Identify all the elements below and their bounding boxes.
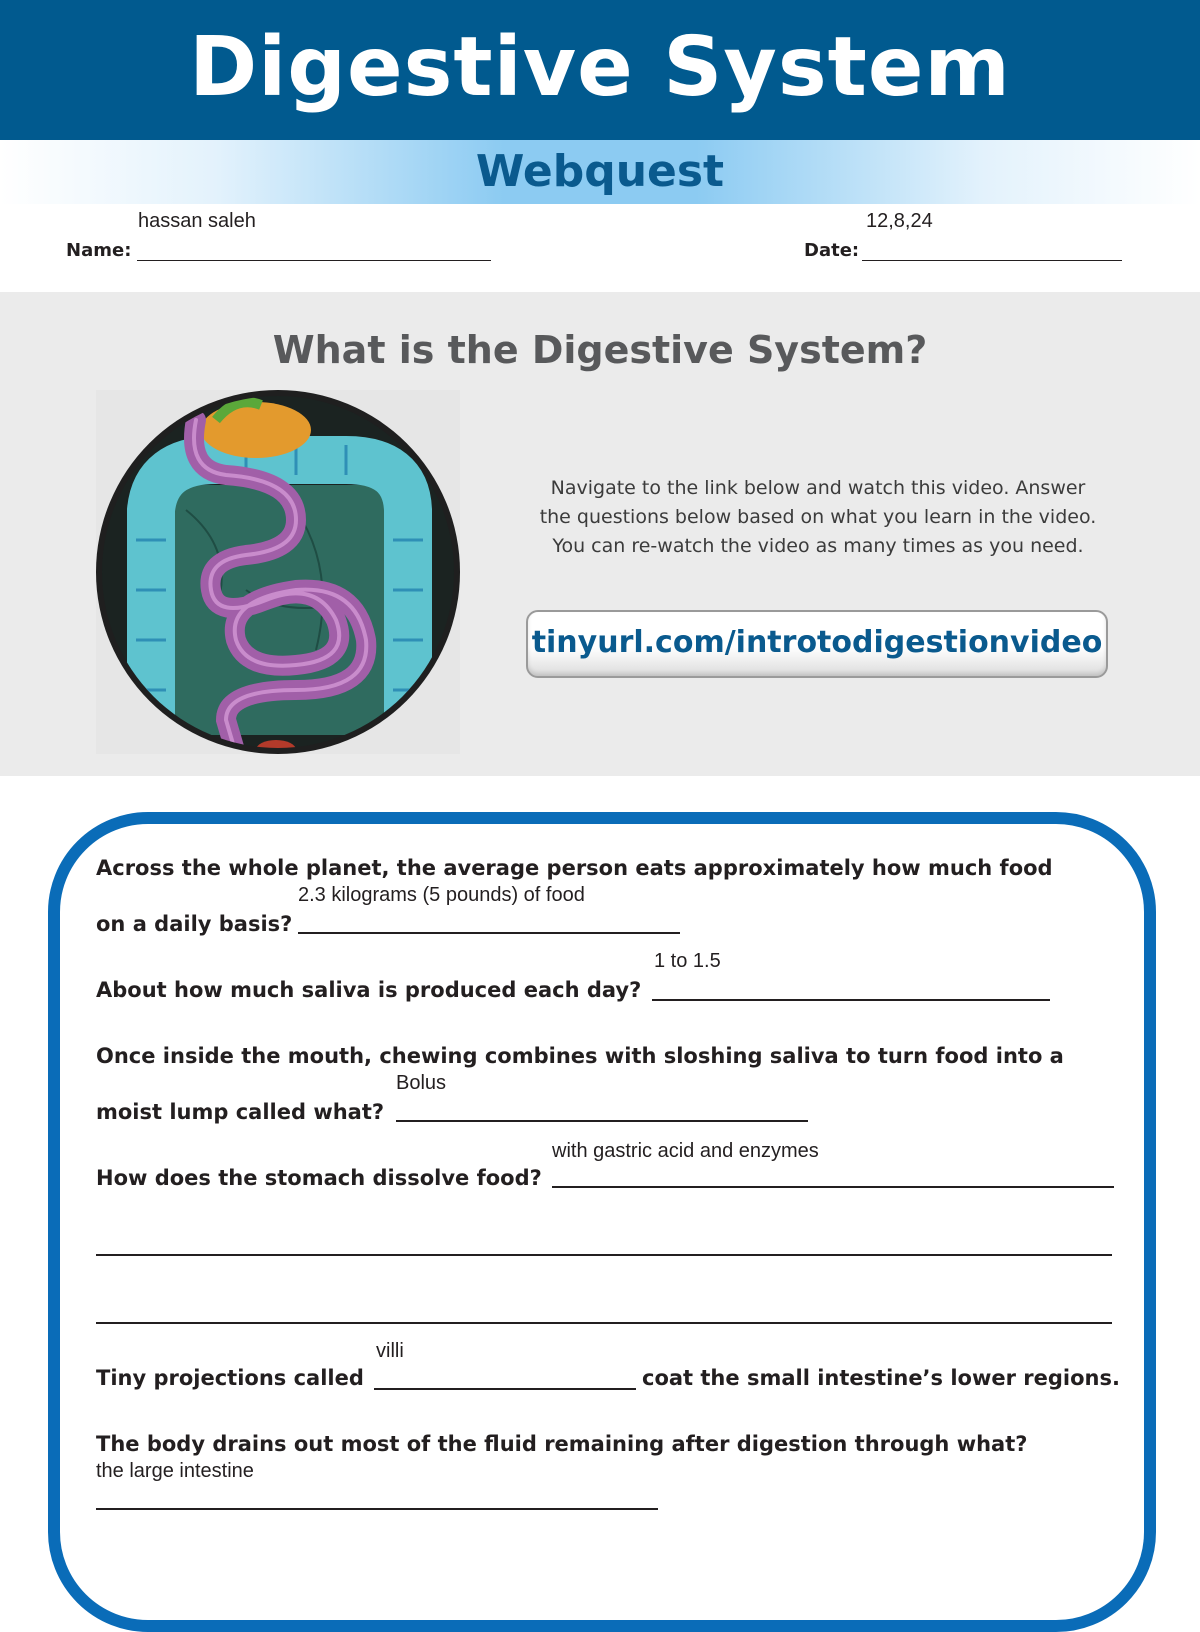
answer-6-line[interactable] bbox=[96, 1508, 658, 1510]
instructions-text bbox=[520, 474, 1116, 561]
intro-heading: What is the Digestive System? bbox=[272, 328, 928, 372]
answer-4-line-3[interactable] bbox=[96, 1322, 1112, 1324]
name-label: Name: bbox=[66, 240, 132, 261]
answer-2-line[interactable] bbox=[652, 999, 1050, 1001]
question-3-line-1: Once inside the mouth, chewing combines with sloshing saliva to turn food into a bbox=[96, 1044, 1064, 1068]
question-4: How does the stomach dissolve food? bbox=[96, 1166, 542, 1190]
answer-3-line[interactable] bbox=[396, 1120, 808, 1122]
question-5-part-1: Tiny projections called bbox=[96, 1366, 364, 1390]
question-6: The body drains out most of the fluid remaining after digestion through what? bbox=[96, 1432, 1028, 1456]
answer-5[interactable]: villi bbox=[376, 1340, 404, 1362]
name-value[interactable]: hassan saleh bbox=[138, 210, 256, 232]
question-2: About how much saliva is produced each day? bbox=[96, 978, 642, 1002]
answer-1-line[interactable] bbox=[298, 932, 680, 934]
instructions-line: the questions below based on what you learn in the video. bbox=[539, 506, 1097, 528]
name-field[interactable] bbox=[137, 260, 491, 261]
intro-section bbox=[0, 292, 1200, 776]
answer-5-line[interactable] bbox=[374, 1388, 636, 1390]
answer-2[interactable]: 1 to 1.5 bbox=[654, 950, 721, 972]
question-1-line-1: Across the whole planet, the average person eats approximately how much food bbox=[96, 856, 1053, 880]
instructions-line: Navigate to the link below and watch this video. Answer bbox=[550, 477, 1086, 499]
date-label: Date: bbox=[804, 240, 860, 261]
answer-4-line-2[interactable] bbox=[96, 1254, 1112, 1256]
title-banner bbox=[0, 0, 1200, 140]
question-5-part-2: coat the small intestine’s lower regions. bbox=[642, 1366, 1120, 1390]
subtitle-band bbox=[0, 140, 1200, 204]
answer-4[interactable]: with gastric acid and enzymes bbox=[552, 1140, 819, 1162]
answer-6[interactable]: the large intestine bbox=[96, 1460, 254, 1482]
page-subtitle: Webquest bbox=[475, 146, 725, 197]
question-3-line-2: moist lump called what? bbox=[96, 1100, 385, 1124]
date-field[interactable] bbox=[862, 260, 1122, 261]
instructions-line: You can re-watch the video as many times as you need. bbox=[552, 535, 1084, 557]
answer-4-line[interactable] bbox=[552, 1186, 1114, 1188]
date-value[interactable]: 12,8,24 bbox=[866, 210, 933, 232]
answer-1[interactable]: 2.3 kilograms (5 pounds) of food bbox=[298, 884, 585, 906]
video-link-button[interactable]: tinyurl.com/introtodigestionvideo bbox=[526, 610, 1108, 678]
question-1-line-2: on a daily basis? bbox=[96, 912, 293, 936]
digestive-tract-illustration bbox=[96, 390, 460, 754]
answer-3[interactable]: Bolus bbox=[396, 1072, 447, 1094]
page-title: Digestive System bbox=[189, 20, 1011, 115]
